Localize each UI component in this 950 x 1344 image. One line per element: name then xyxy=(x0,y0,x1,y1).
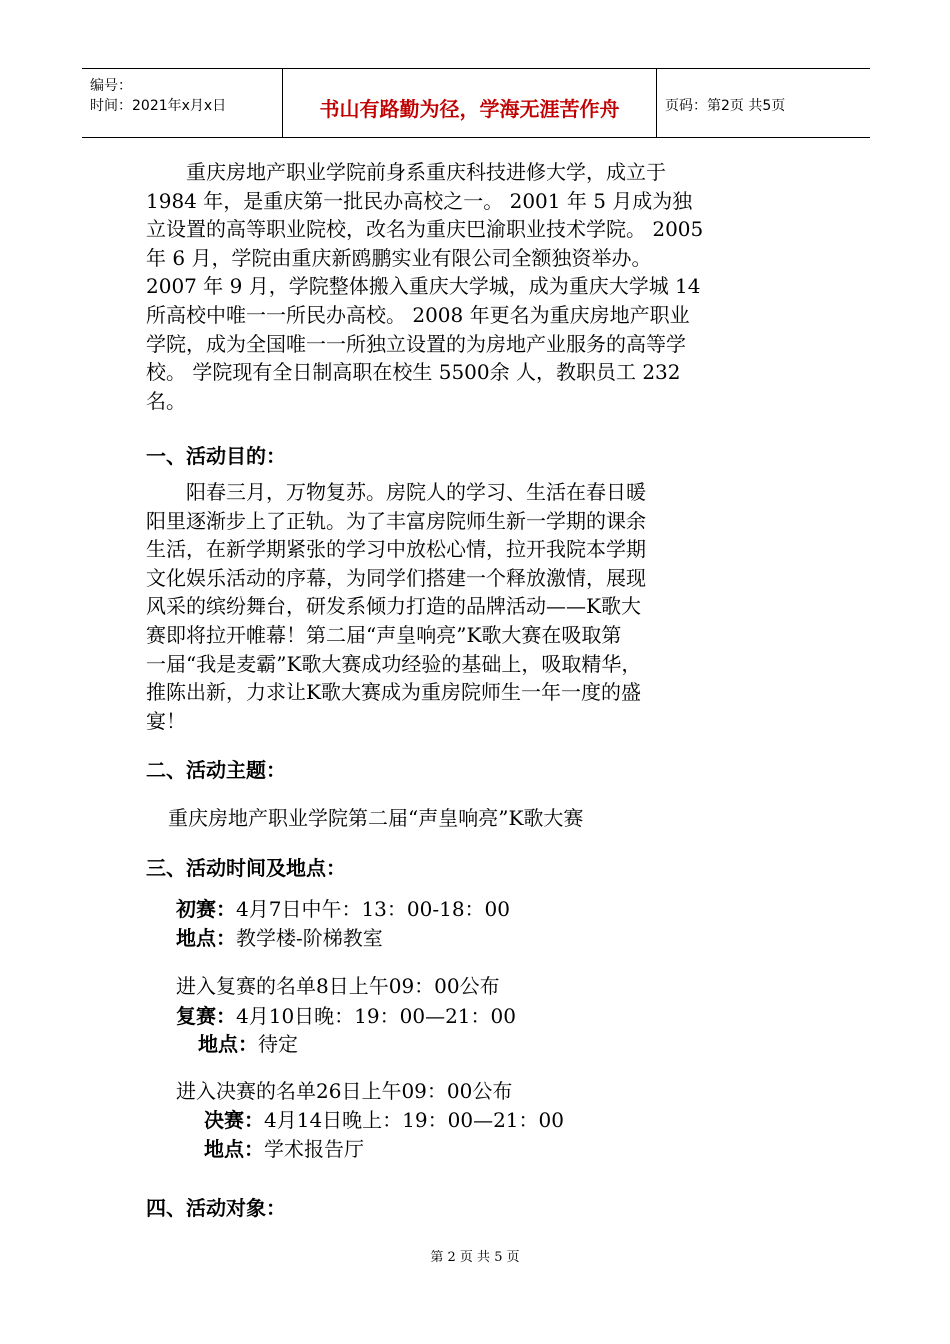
semi-label: 复赛： xyxy=(176,1004,236,1028)
final-notice: 进入决赛的名单26日上午09：00公布 xyxy=(176,1079,513,1103)
semi-notice: 进入复赛的名单8日上午09：00公布 xyxy=(176,974,500,998)
prelim-place-row xyxy=(176,922,383,951)
semi-place-label: 地点： xyxy=(198,1032,258,1056)
prelim-row xyxy=(176,893,510,922)
purpose-line: 一届“我是麦霸”K歌大赛成功经验的基础上，吸取精华， xyxy=(146,651,642,676)
semi-place: 待定 xyxy=(258,1032,298,1056)
purpose-line: 风采的缤纷舞台，研发系倾力打造的品牌活动——K歌大 xyxy=(146,594,641,619)
header-page-cell xyxy=(657,69,870,137)
intro-line: 校。 学院现有全日制高职在校生 5500余 人，教职员工 232 xyxy=(146,360,681,385)
purpose-paragraph xyxy=(146,478,806,735)
purpose-line: 阳春三月，万物复苏。房院人的学习、生活在春日暖 xyxy=(146,480,646,504)
time-label: 时间：2021年x月x日 xyxy=(90,98,227,114)
intro-line: 2007 年 9 月，学院整体搬入重庆大学城，成为重庆大学城 14 xyxy=(146,274,701,299)
intro-line: 立设置的高等职业院校，改名为重庆巴渝职业技术学院。 2005 xyxy=(146,217,704,242)
final-row xyxy=(204,1104,564,1133)
page-info: 页码：第2页 共5页 xyxy=(665,98,786,114)
final-place: 学术报告厅 xyxy=(264,1137,364,1161)
prelim-place: 教学楼-阶梯教室 xyxy=(236,926,383,950)
section-heading-purpose: 一、活动目的： xyxy=(146,444,286,468)
section-heading-theme: 二、活动主题： xyxy=(146,758,286,782)
theme-text: 重庆房地产职业学院第二届“声皇响亮”K歌大赛 xyxy=(168,806,584,830)
intro-line: 名。 xyxy=(146,388,186,413)
intro-line: 年 6 月，学院由重庆新鸥鹏实业有限公司全额独资举办。 xyxy=(146,245,652,270)
semi-place-row xyxy=(198,1028,298,1057)
purpose-line: 生活，在新学期紧张的学习中放松心情，拉开我院本学期 xyxy=(146,537,646,562)
page-footer: 第 2 页 共 5 页 xyxy=(430,1250,520,1265)
document-header xyxy=(82,68,870,138)
number-label: 编号： xyxy=(90,78,132,94)
intro-line: 所高校中唯一一所民办高校。 2008 年更名为重庆房地产职业 xyxy=(146,302,690,327)
semi-time: 4月10日晚：19：00—21：00 xyxy=(236,1004,516,1028)
final-label: 决赛： xyxy=(204,1108,264,1132)
final-place-label: 地点： xyxy=(204,1137,264,1161)
section-heading-audience: 四、活动对象： xyxy=(146,1196,286,1220)
section-heading-schedule: 三、活动时间及地点： xyxy=(146,856,346,880)
semi-row xyxy=(176,1000,516,1029)
prelim-place-label: 地点： xyxy=(176,926,236,950)
header-motto-cell xyxy=(283,69,657,137)
intro-paragraph xyxy=(146,158,806,415)
motto-text: 书山有路勤为径，学海无涯苦作舟 xyxy=(319,97,620,121)
prelim-time: 4月7日中午：13：00-18：00 xyxy=(236,897,511,921)
header-meta-cell xyxy=(82,69,283,137)
purpose-line: 赛即将拉开帷幕！第二届“声皇响亮”K歌大赛在吸取第 xyxy=(146,622,622,647)
purpose-line: 宴！ xyxy=(146,708,186,733)
purpose-line: 文化娱乐活动的序幕，为同学们搭建一个释放激情，展现 xyxy=(146,565,646,590)
intro-line: 学院，成为全国唯一一所独立设置的为房地产业服务的高等学 xyxy=(146,331,686,356)
intro-line: 1984 年，是重庆第一批民办高校之一。 2001 年 5 月成为独 xyxy=(146,188,693,213)
prelim-label: 初赛： xyxy=(176,897,236,921)
final-time: 4月14日晚上：19：00—21：00 xyxy=(264,1108,564,1132)
purpose-line: 推陈出新，力求让K歌大赛成为重房院师生一年一度的盛 xyxy=(146,680,641,705)
purpose-line: 阳里逐渐步上了正轨。为了丰富房院师生新一学期的课余 xyxy=(146,508,646,533)
final-place-row xyxy=(204,1133,364,1162)
intro-line: 重庆房地产职业学院前身系重庆科技进修大学，成立于 xyxy=(146,160,666,184)
